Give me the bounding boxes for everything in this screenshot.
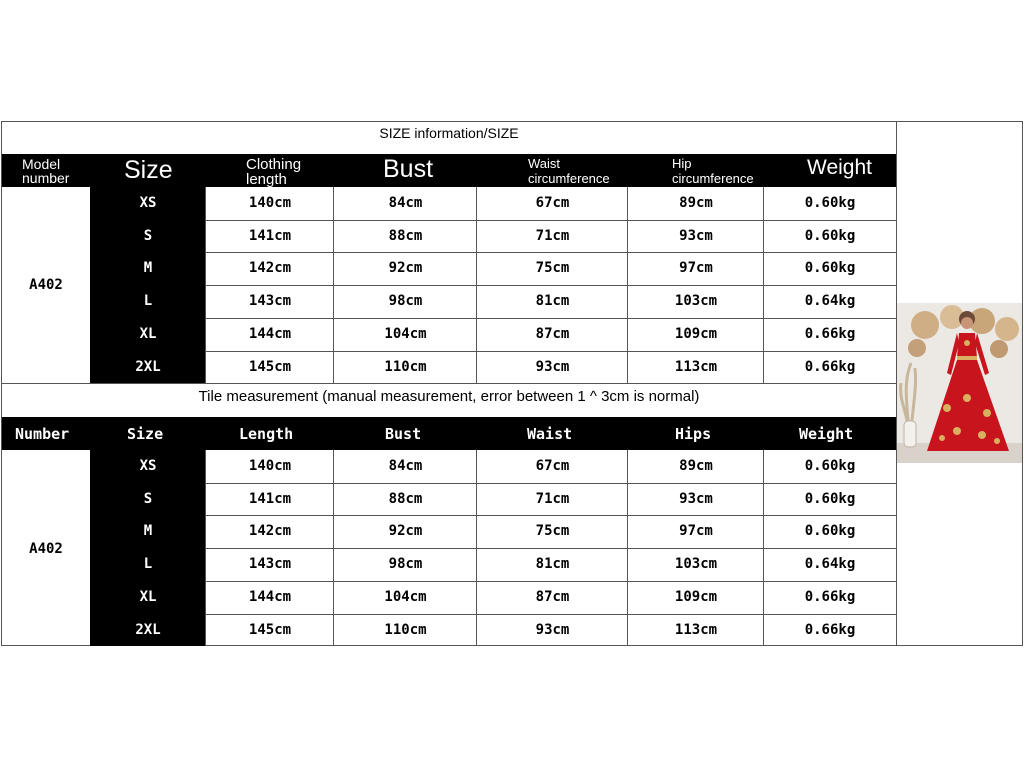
grid-line	[333, 187, 334, 383]
header-waist-line2: circumference	[528, 171, 610, 186]
bust-cell: 110cm	[384, 621, 427, 638]
grid-line	[2, 383, 896, 384]
hip-cell: 93cm	[679, 490, 713, 507]
waist-cell: 71cm	[535, 490, 570, 507]
header-waist: Waist	[527, 425, 573, 443]
product-photo	[897, 303, 1022, 463]
weight-cell: 0.60kg	[804, 195, 856, 211]
header-hip-line1: Hip	[672, 156, 692, 171]
size-cell: 2XL	[135, 358, 161, 375]
size-cell: L	[143, 556, 153, 573]
size-cell: S	[143, 490, 153, 507]
size-cell: S	[143, 227, 153, 244]
header-waist-line1: Waist	[528, 156, 561, 171]
length-cell: 144cm	[248, 588, 292, 605]
red-dress-photo-icon	[897, 303, 1022, 463]
bust-cell: 88cm	[388, 227, 423, 244]
hip-cell: 113cm	[674, 621, 718, 638]
weight-cell: 0.66kg	[804, 325, 856, 342]
waist-cell: 81cm	[535, 293, 570, 310]
hip-cell: 103cm	[674, 556, 718, 573]
table1-header-row	[2, 154, 896, 187]
hip-cell: 113cm	[674, 358, 718, 375]
waist-cell: 75cm	[535, 260, 570, 277]
length-cell: 142cm	[248, 260, 292, 277]
bust-cell: 92cm	[388, 523, 423, 540]
bust-cell: 98cm	[388, 556, 423, 573]
bust-cell: 84cm	[388, 458, 423, 474]
size-cell: 2XL	[135, 621, 161, 638]
hip-cell: 97cm	[679, 260, 713, 277]
length-cell: 143cm	[248, 556, 292, 573]
header-hips: Hips	[675, 425, 712, 443]
weight-cell: 0.60kg	[804, 490, 856, 507]
grid-line	[206, 581, 896, 582]
bust-cell: 98cm	[388, 293, 423, 310]
size-cell: XS	[139, 458, 157, 474]
waist-cell: 81cm	[535, 556, 570, 573]
hip-cell: 93cm	[679, 227, 713, 244]
waist-cell: 71cm	[535, 227, 570, 244]
grid-line	[763, 450, 764, 646]
length-cell: 145cm	[248, 358, 292, 375]
grid-line	[205, 450, 206, 646]
table1-model-number: A402	[29, 277, 63, 293]
bust-cell: 104cm	[384, 325, 427, 342]
weight-cell: 0.66kg	[804, 588, 856, 605]
waist-cell: 67cm	[535, 195, 570, 211]
grid-line	[476, 450, 477, 646]
grid-line	[763, 187, 764, 383]
hip-cell: 89cm	[679, 195, 713, 211]
size-cell: L	[143, 293, 153, 310]
size-cell: XS	[139, 195, 157, 211]
table2-header-row	[2, 417, 896, 450]
weight-cell: 0.66kg	[804, 358, 856, 375]
bust-cell: 110cm	[384, 358, 427, 375]
header-weight-2: Weight	[799, 425, 854, 443]
grid-line	[476, 187, 477, 383]
weight-cell: 0.64kg	[804, 293, 856, 310]
length-cell: 140cm	[248, 195, 292, 211]
waist-cell: 67cm	[535, 458, 570, 474]
bust-cell: 88cm	[388, 490, 423, 507]
hip-cell: 109cm	[674, 325, 718, 342]
waist-cell: 93cm	[535, 358, 570, 375]
header-length: Length	[239, 425, 294, 443]
table2-title: Tile measurement (manual measurement, error between 1 ^ 3cm is normal)	[198, 388, 700, 405]
bust-cell: 92cm	[388, 260, 423, 277]
grid-line	[206, 483, 896, 484]
header-number: Number	[15, 425, 70, 443]
weight-cell: 0.66kg	[804, 621, 856, 638]
bust-cell: 104cm	[384, 588, 427, 605]
header-length-line1: Clothing	[246, 156, 302, 173]
grid-line	[205, 187, 206, 383]
header-hip-line2: circumference	[672, 171, 754, 186]
length-cell: 145cm	[248, 621, 292, 638]
hip-cell: 103cm	[674, 293, 718, 310]
weight-cell: 0.64kg	[804, 556, 856, 573]
grid-line	[627, 187, 628, 383]
grid-line	[206, 548, 896, 549]
hip-cell: 97cm	[679, 523, 713, 540]
weight-cell: 0.60kg	[804, 523, 856, 540]
size-cell: M	[143, 260, 153, 277]
header-bust-2: Bust	[385, 425, 422, 443]
size-chart-sheet	[1, 121, 1023, 646]
grid-line	[627, 450, 628, 646]
header-model-line1: Model	[22, 156, 61, 172]
waist-cell: 93cm	[535, 621, 570, 638]
header-length-line2: length	[246, 171, 287, 188]
bust-cell: 84cm	[388, 195, 423, 211]
length-cell: 141cm	[248, 490, 292, 507]
waist-cell: 87cm	[535, 325, 570, 342]
size-cell: M	[143, 523, 153, 540]
length-cell: 140cm	[248, 458, 292, 474]
grid-line	[206, 351, 896, 352]
header-bust: Bust	[383, 155, 434, 183]
table1-title: SIZE information/SIZE	[379, 125, 519, 141]
header-size-2: Size	[127, 425, 164, 443]
table2-model-number: A402	[29, 541, 63, 557]
length-cell: 141cm	[248, 227, 292, 244]
header-size: Size	[124, 156, 173, 184]
grid-line	[206, 318, 896, 319]
waist-cell: 87cm	[535, 588, 570, 605]
hip-cell: 109cm	[674, 588, 718, 605]
weight-cell: 0.60kg	[804, 227, 856, 244]
weight-cell: 0.60kg	[804, 458, 856, 474]
length-cell: 143cm	[248, 293, 292, 310]
size-cell: XL	[139, 588, 157, 605]
length-cell: 144cm	[248, 325, 292, 342]
grid-line	[206, 515, 896, 516]
grid-line	[206, 252, 896, 253]
grid-line	[206, 285, 896, 286]
weight-cell: 0.60kg	[804, 260, 856, 277]
length-cell: 142cm	[248, 523, 292, 540]
grid-line	[333, 450, 334, 646]
grid-line	[206, 220, 896, 221]
waist-cell: 75cm	[535, 523, 570, 540]
hip-cell: 89cm	[679, 458, 713, 474]
header-model-line2: number	[22, 170, 70, 186]
grid-line	[206, 614, 896, 615]
header-weight: Weight	[807, 156, 872, 179]
size-cell: XL	[139, 325, 157, 342]
